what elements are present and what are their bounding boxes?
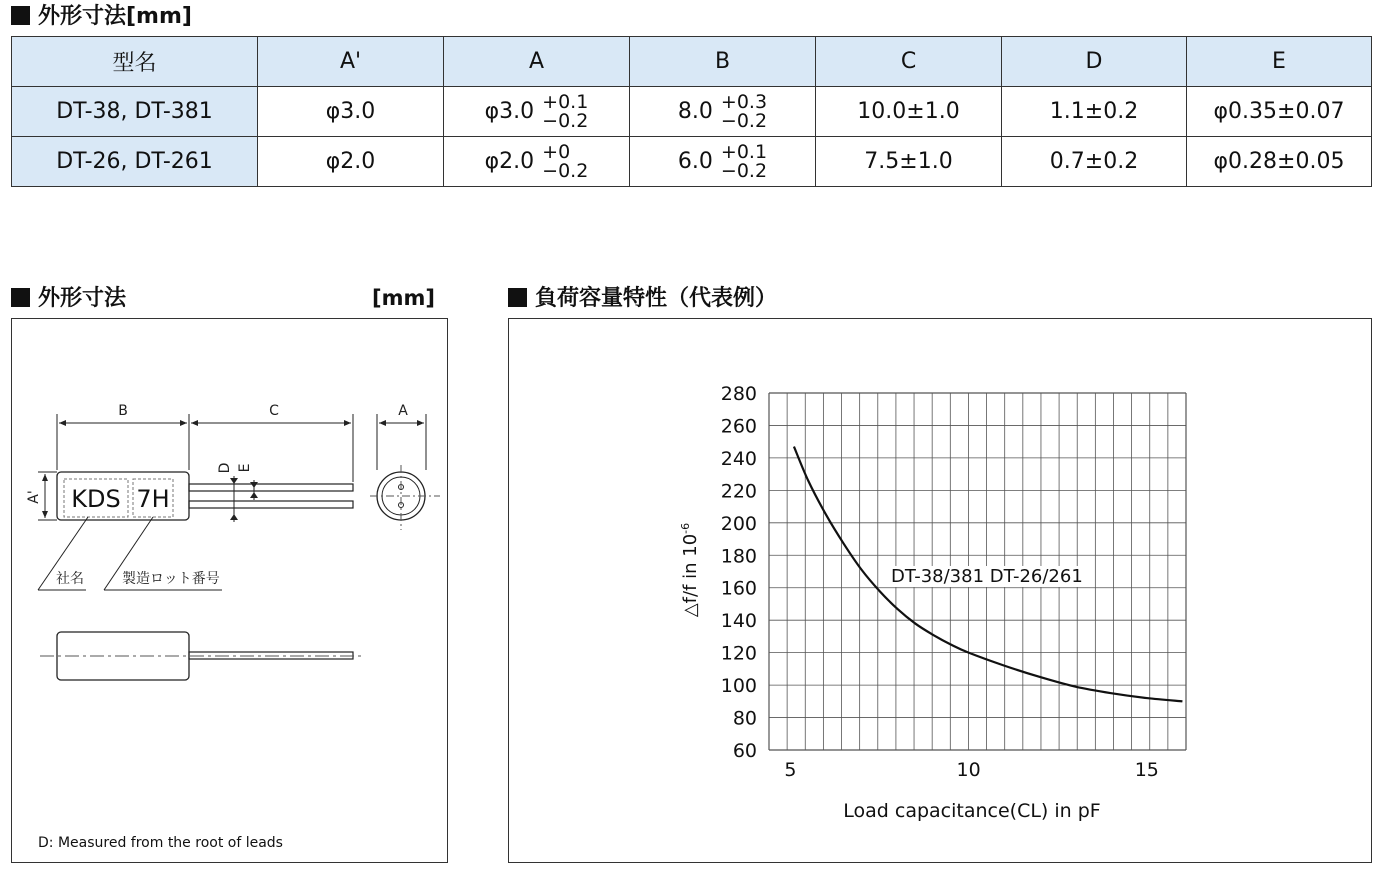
cell-e: φ0.35±0.07	[1187, 87, 1372, 137]
cell-c: 7.5±1.0	[816, 137, 1002, 187]
label-e: E	[237, 463, 253, 473]
b-minus-tolerance: −0.2	[720, 159, 768, 182]
a-minus-tolerance: −0.2	[542, 159, 589, 182]
a-nominal: φ2.0	[484, 149, 535, 174]
y-tick-label: 60	[732, 740, 757, 762]
series-label: DT-38/381 DT-26/261	[891, 566, 1083, 587]
label-b: B	[118, 403, 128, 419]
header-model: 型名	[12, 37, 258, 87]
b-plus-tolerance: +0.3	[720, 90, 768, 113]
cell-c: 10.0±1.0	[816, 87, 1002, 137]
x-tick-label: 5	[784, 759, 797, 781]
y-tick-label: 220	[720, 480, 757, 503]
header-e: E	[1187, 37, 1372, 87]
y-tick-label: 140	[720, 610, 757, 633]
y-axis-label-main: △f/f in 10	[680, 533, 701, 618]
label-a-prime: A'	[26, 490, 42, 504]
a-plus-tolerance: +0.1	[542, 90, 589, 113]
y-tick-label: 80	[732, 707, 757, 730]
x-tick-labels	[784, 759, 1159, 781]
header-a-prime: A'	[258, 37, 444, 87]
svg-text:△f/f in 10-6	[679, 523, 701, 617]
y-tick-label: 180	[720, 545, 757, 568]
callout-company: 社名	[56, 571, 84, 587]
dimension-table-title: 外形寸法[mm]	[11, 4, 192, 30]
callout-lot: 製造ロット番号	[122, 571, 220, 587]
x-tick-label: 10	[956, 759, 981, 781]
cell-d: 1.1±0.2	[1002, 87, 1187, 137]
b-minus-tolerance: −0.2	[720, 109, 768, 132]
y-tick-label: 280	[720, 383, 757, 405]
body-marking-lot: 7H	[136, 485, 170, 513]
cell-e: φ0.28±0.05	[1187, 137, 1372, 187]
drawing-note: D: Measured from the root of leads	[38, 835, 283, 851]
label-a: A	[398, 403, 408, 419]
cell-a-prime: φ3.0	[258, 87, 444, 137]
y-tick-label: 100	[720, 675, 757, 698]
b-nominal: 8.0	[677, 99, 713, 124]
y-tick-labels	[721, 383, 757, 762]
b-plus-tolerance: +0.1	[720, 140, 768, 163]
y-tick-label: 160	[720, 577, 757, 600]
x-axis-label: Load capacitance(CL) in pF	[843, 800, 1101, 822]
y-tick-label: 120	[720, 642, 757, 665]
header-a: A	[444, 37, 630, 87]
header-b: B	[630, 37, 816, 87]
y-tick-label: 200	[720, 512, 757, 535]
x-tick-label: 15	[1134, 759, 1159, 781]
y-tick-label: 240	[720, 447, 757, 470]
label-c: C	[269, 403, 279, 419]
cell-a-prime: φ2.0	[258, 137, 444, 187]
cell-model: DT-38, DT-381	[12, 87, 258, 137]
drawing-title: 外形寸法	[11, 286, 126, 312]
y-axis-label-exponent: -6	[679, 522, 692, 534]
header-d: D	[1002, 37, 1187, 87]
drawing-unit: [mm]	[372, 286, 435, 310]
label-d: D	[217, 462, 233, 474]
a-plus-tolerance: +0	[542, 140, 571, 163]
a-minus-tolerance: −0.2	[542, 109, 589, 132]
header-c: C	[816, 37, 1002, 87]
a-nominal: φ3.0	[484, 99, 535, 124]
y-axis-label	[679, 523, 701, 617]
y-tick-label: 260	[720, 415, 757, 438]
b-nominal: 6.0	[677, 149, 713, 174]
cell-model: DT-26, DT-261	[12, 137, 258, 187]
chart-title: 負荷容量特性（代表例）	[508, 286, 777, 312]
body-marking-company: KDS	[71, 485, 121, 513]
cell-d: 0.7±0.2	[1002, 137, 1187, 187]
